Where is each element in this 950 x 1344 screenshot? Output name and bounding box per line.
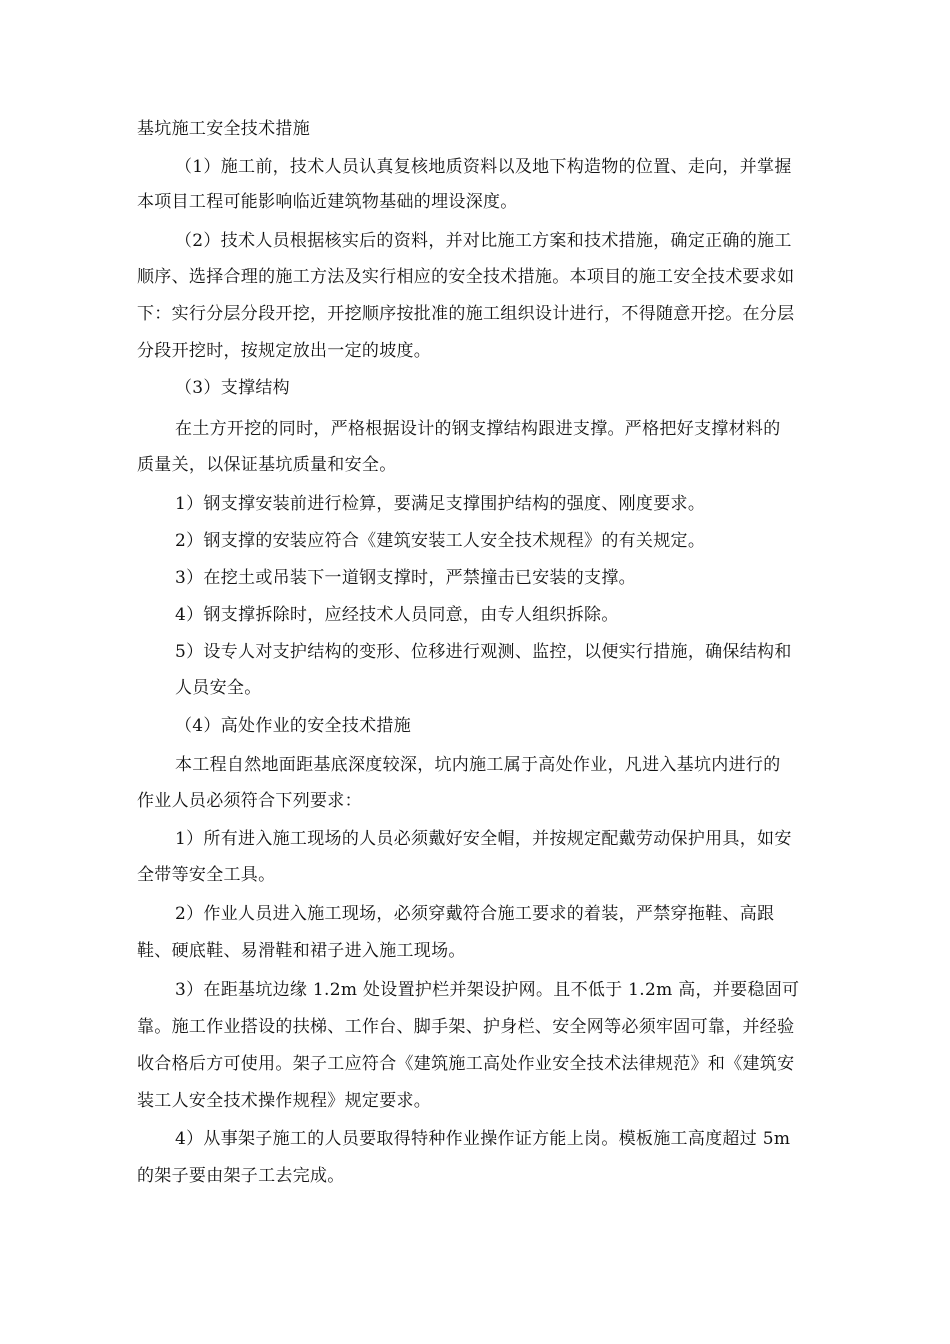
paragraph-line: （2）技术人员根据核实后的资料，并对比施工方案和技术措施，确定正确的施工 bbox=[175, 231, 792, 251]
section-heading: （3）支撑结构 bbox=[175, 378, 290, 398]
list-item-continuation: 全带等安全工具。 bbox=[137, 865, 276, 885]
list-item: 4）从事架子施工的人员要取得特种作业操作证方能上岗。模板施工高度超过 5m bbox=[175, 1129, 791, 1149]
list-item: 2）钢支撑的安装应符合《建筑安装工人安全技术规程》的有关规定。 bbox=[175, 531, 706, 551]
list-item: 3）在挖土或吊装下一道钢支撑时，严禁撞击已安装的支撑。 bbox=[175, 568, 636, 588]
list-item-continuation: 靠。施工作业搭设的扶梯、工作台、脚手架、护身栏、安全网等必须牢固可靠，并经验 bbox=[137, 1017, 795, 1037]
list-item: 2）作业人员进入施工现场，必须穿戴符合施工要求的着装，严禁穿拖鞋、高跟 bbox=[175, 904, 775, 924]
list-item-continuation: 人员安全。 bbox=[175, 678, 262, 698]
paragraph-line: 下：实行分层分段开挖，开挖顺序按批准的施工组织设计进行，不得随意开挖。在分层 bbox=[137, 304, 795, 324]
paragraph-line: 在土方开挖的同时，严格根据设计的钢支撑结构跟进支撑。严格把好支撑材料的 bbox=[175, 419, 781, 439]
list-item-continuation: 鞋、硬底鞋、易滑鞋和裙子进入施工现场。 bbox=[137, 941, 466, 961]
list-item-continuation: 装工人安全技术操作规程》规定要求。 bbox=[137, 1091, 432, 1111]
list-item: 1）所有进入施工现场的人员必须戴好安全帽，并按规定配戴劳动保护用具，如安 bbox=[175, 829, 792, 849]
list-item: 3）在距基坑边缘 1.2m 处设置护栏并架设护网。且不低于 1.2m 高，并要稳固可 bbox=[175, 980, 800, 1000]
section-heading: （4）高处作业的安全技术措施 bbox=[175, 716, 412, 736]
paragraph-line: 本项目工程可能影响临近建筑物基础的埋设深度。 bbox=[137, 192, 518, 212]
list-item: 5）设专人对支护结构的变形、位移进行观测、监控，以便实行措施，确保结构和 bbox=[175, 642, 792, 662]
paragraph-line: 质量关，以保证基坑质量和安全。 bbox=[137, 455, 397, 475]
paragraph-line: 分段开挖时，按规定放出一定的坡度。 bbox=[137, 341, 432, 361]
list-item: 4）钢支撑拆除时，应经技术人员同意，由专人组织拆除。 bbox=[175, 605, 619, 625]
paragraph-line: （1）施工前，技术人员认真复核地质资料以及地下构造物的位置、走向，并掌握 bbox=[175, 157, 792, 177]
paragraph-line: 本工程自然地面距基底深度较深，坑内施工属于高处作业，凡进入基坑内进行的 bbox=[175, 755, 781, 775]
list-item: 1）钢支撑安装前进行检算，要满足支撑围护结构的强度、刚度要求。 bbox=[175, 494, 706, 514]
paragraph-line: 作业人员必须符合下列要求： bbox=[137, 791, 362, 811]
list-item-continuation: 收合格后方可使用。架子工应符合《建筑施工高处作业安全技术法律规范》和《建筑安 bbox=[137, 1054, 795, 1074]
list-item-continuation: 的架子要由架子工去完成。 bbox=[137, 1166, 345, 1186]
paragraph-line: 顺序、选择合理的施工方法及实行相应的安全技术措施。本项目的施工安全技术要求如 bbox=[137, 267, 795, 287]
document-heading: 基坑施工安全技术措施 bbox=[137, 119, 310, 139]
